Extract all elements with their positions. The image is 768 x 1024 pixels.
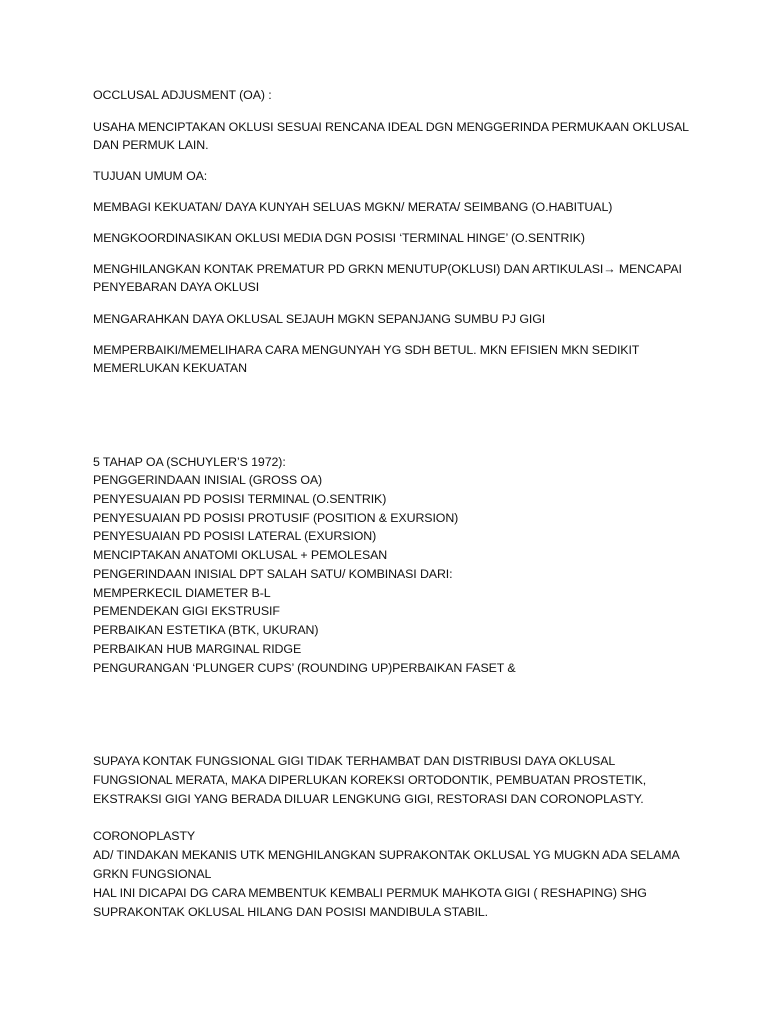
tahap-item: MENCIPTAKAN ANATOMI OKLUSAL + PEMOLESAN — [93, 548, 388, 562]
tahap-item: PENYESUAIAN PD POSISI PROTUSIF (POSITION & EXURSION) — [93, 511, 459, 525]
coronoplasty-line: GRKN FUNGSIONAL — [93, 867, 212, 881]
tahap-heading: 5 TAHAP OA (SCHUYLER’S 1972): — [93, 455, 286, 469]
tahap-item: PENGERINDAAN INISIAL DPT SALAH SATU/ KOMBINASI DARI: — [93, 567, 453, 581]
tujuan-item-3-line-1: MENGHILANGKAN KONTAK PREMATUR PD GRKN MENUTUP(OKLUSI) DAN ARTIKULASI→ MENCAPAI — [93, 262, 682, 276]
supaya-line-1: SUPAYA KONTAK FUNGSIONAL GIGI TIDAK TERHAMBAT DAN DISTRIBUSI DAYA OKLUSAL — [93, 754, 616, 768]
supaya-line-3: EKSTRAKSI GIGI YANG BERADA DILUAR LENGKUNG GIGI, RESTORASI DAN CORONOPLASTY. — [93, 792, 644, 806]
supaya-line-2: FUNGSIONAL MERATA, MAKA DIPERLUKAN KOREKSI ORTODONTIK, PEMBUATAN PROSTETIK, — [93, 773, 647, 787]
tahap-item: PENGGERINDAAN INISIAL (GROSS OA) — [93, 473, 323, 487]
coronoplasty-heading: CORONOPLASTY — [93, 829, 196, 843]
tahap-item: PENYESUAIAN PD POSISI LATERAL (EXURSION) — [93, 529, 377, 543]
definition-line-2: DAN PERMUK LAIN. — [93, 138, 209, 152]
coronoplasty-line: AD/ TINDAKAN MEKANIS UTK MENGHILANGKAN SUPRAKONTAK OKLUSAL YG MUGKN ADA SELAMA — [93, 848, 680, 862]
coronoplasty-line: SUPRAKONTAK OKLUSAL HILANG DAN POSISI MANDIBULA STABIL. — [93, 905, 489, 919]
tahap-item: PERBAIKAN HUB MARGINAL RIDGE — [93, 642, 302, 656]
coronoplasty-line: HAL INI DICAPAI DG CARA MEMBENTUK KEMBALI PERMUK MAHKOTA GIGI ( RESHAPING) SHG — [93, 886, 647, 900]
tujuan-item-5-line-2: MEMERLUKAN KEKUATAN — [93, 361, 247, 375]
definition-line-1: USAHA MENCIPTAKAN OKLUSI SESUAI RENCANA IDEAL DGN MENGGERINDA PERMUKAAN OKLUSAL — [93, 120, 689, 134]
tahap-item: PEMENDEKAN GIGI EKSTRUSIF — [93, 604, 280, 618]
tujuan-item-2: MENGKOORDINASIKAN OKLUSI MEDIA DGN POSISI ‘TERMINAL HINGE’ (O.SENTRIK) — [93, 231, 585, 245]
heading-oa: OCCLUSAL ADJUSMENT (OA) : — [93, 88, 272, 102]
tahap-item: PERBAIKAN ESTETIKA (BTK, UKURAN) — [93, 623, 319, 637]
tahap-item: MEMPERKECIL DIAMETER B-L — [93, 586, 271, 600]
tujuan-item-4: MENGARAHKAN DAYA OKLUSAL SEJAUH MGKN SEPANJANG SUMBU PJ GIGI — [93, 312, 546, 326]
tujuan-heading: TUJUAN UMUM OA: — [93, 169, 208, 183]
tujuan-item-1: MEMBAGI KEKUATAN/ DAYA KUNYAH SELUAS MGKN/ MERATA/ SEIMBANG (O.HABITUAL) — [93, 200, 613, 214]
tujuan-item-5-line-1: MEMPERBAIKI/MEMELIHARA CARA MENGUNYAH YG SDH BETUL. MKN EFISIEN MKN SEDIKIT — [93, 343, 640, 357]
tahap-item: PENGURANGAN ‘PLUNGER CUPS’ (ROUNDING UP)PERBAIKAN FASET & — [93, 661, 516, 675]
tujuan-item-3-line-2: PENYEBARAN DAYA OKLUSI — [93, 280, 260, 294]
tahap-item: PENYESUAIAN PD POSISI TERMINAL (O.SENTRIK) — [93, 492, 387, 506]
